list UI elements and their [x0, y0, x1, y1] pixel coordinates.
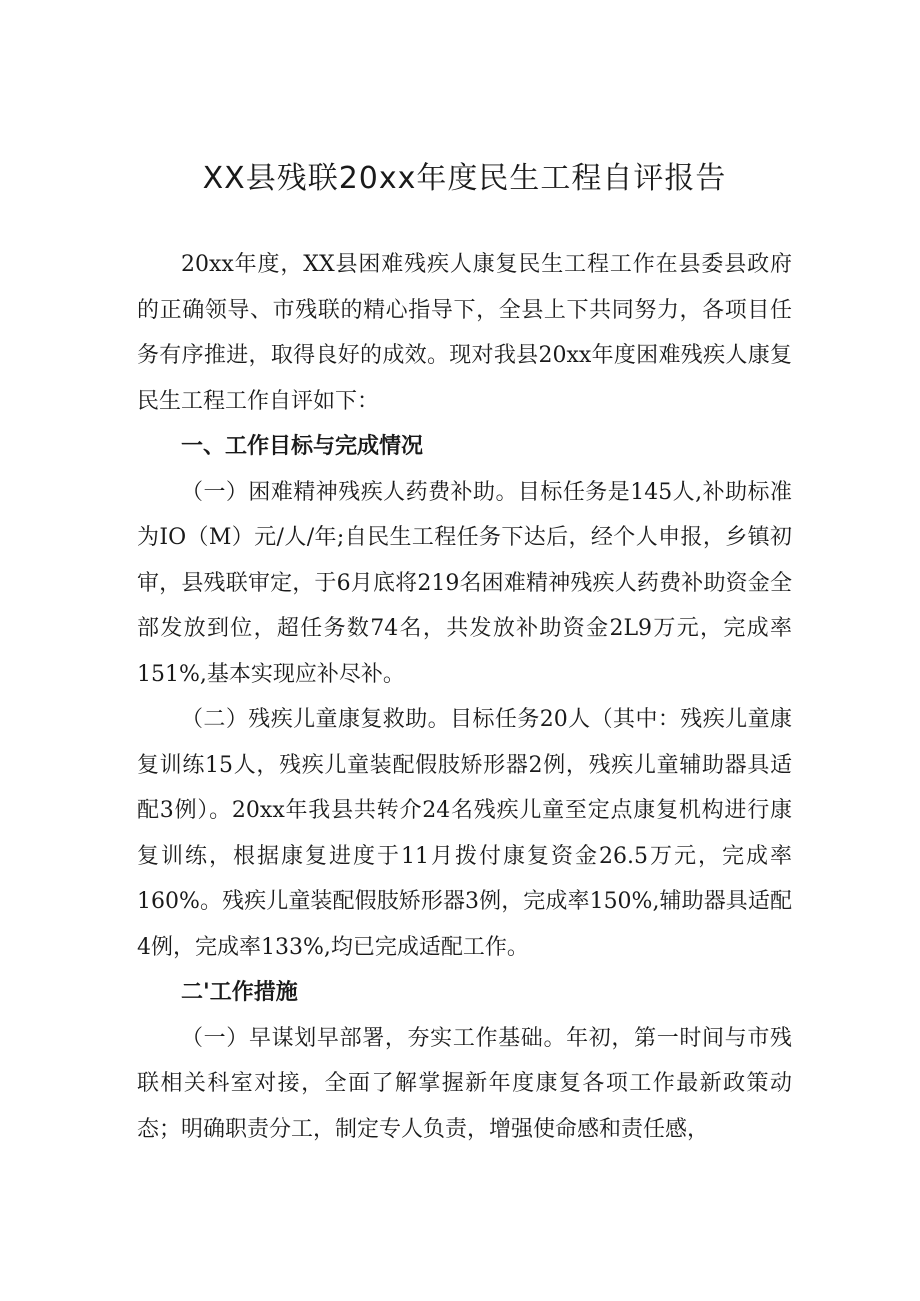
section-heading-measures: 二'工作措施	[181, 980, 298, 1005]
document-title: XX县残联20xx年度民生工程自评报告	[202, 161, 727, 196]
goals-item-2-paragraph: （二）残疾儿童康复救助。目标任务20人（其中：残疾儿童康复训练15人，残疾儿童装配假肢矫形器2例，残疾儿童辅助器具适配3例）。20xx年我县共转介24名残疾儿童至定点康复机构进行康复训练，根据康复进度于11月拨付康复资金26.5万元，完成率160%。残疾儿童装配假肢矫形器3例，完成率150%,辅助器具适配4例，完成率133%,均已完成适配工作。	[137, 707, 792, 960]
section-heading-goals: 一、工作目标与完成情况	[181, 434, 424, 459]
measures-item-1-paragraph: （一）早谋划早部署，夯实工作基础。年初，第一时间与市残联相关科室对接，全面了解掌握新年度康复各项工作最新政策动态；明确职责分工，制定专人负责，增强使命感和责任感，	[137, 1025, 792, 1142]
goals-item-1-paragraph: （一）困难精神残疾人药费补助。目标任务是145人,补助标准为IO（M）元/人/年;自民生工程任务下达后，经个人申报，乡镇初审，县残联审定，于6月底将219名困难精神残疾人药费补助资金全部发放到位，超任务数74名，共发放补助资金2L9万元，完成率151%,基本实现应补尽补。	[137, 479, 792, 687]
intro-paragraph: 20xx年度，XX县困难残疾人康复民生工程工作在县委县政府的正确领导、市残联的精心指导下，全县上下共同努力，各项目任务有序推进，取得良好的成效。现对我县20xx年度困难残疾人康复民生工程工作自评如下：	[137, 252, 792, 414]
